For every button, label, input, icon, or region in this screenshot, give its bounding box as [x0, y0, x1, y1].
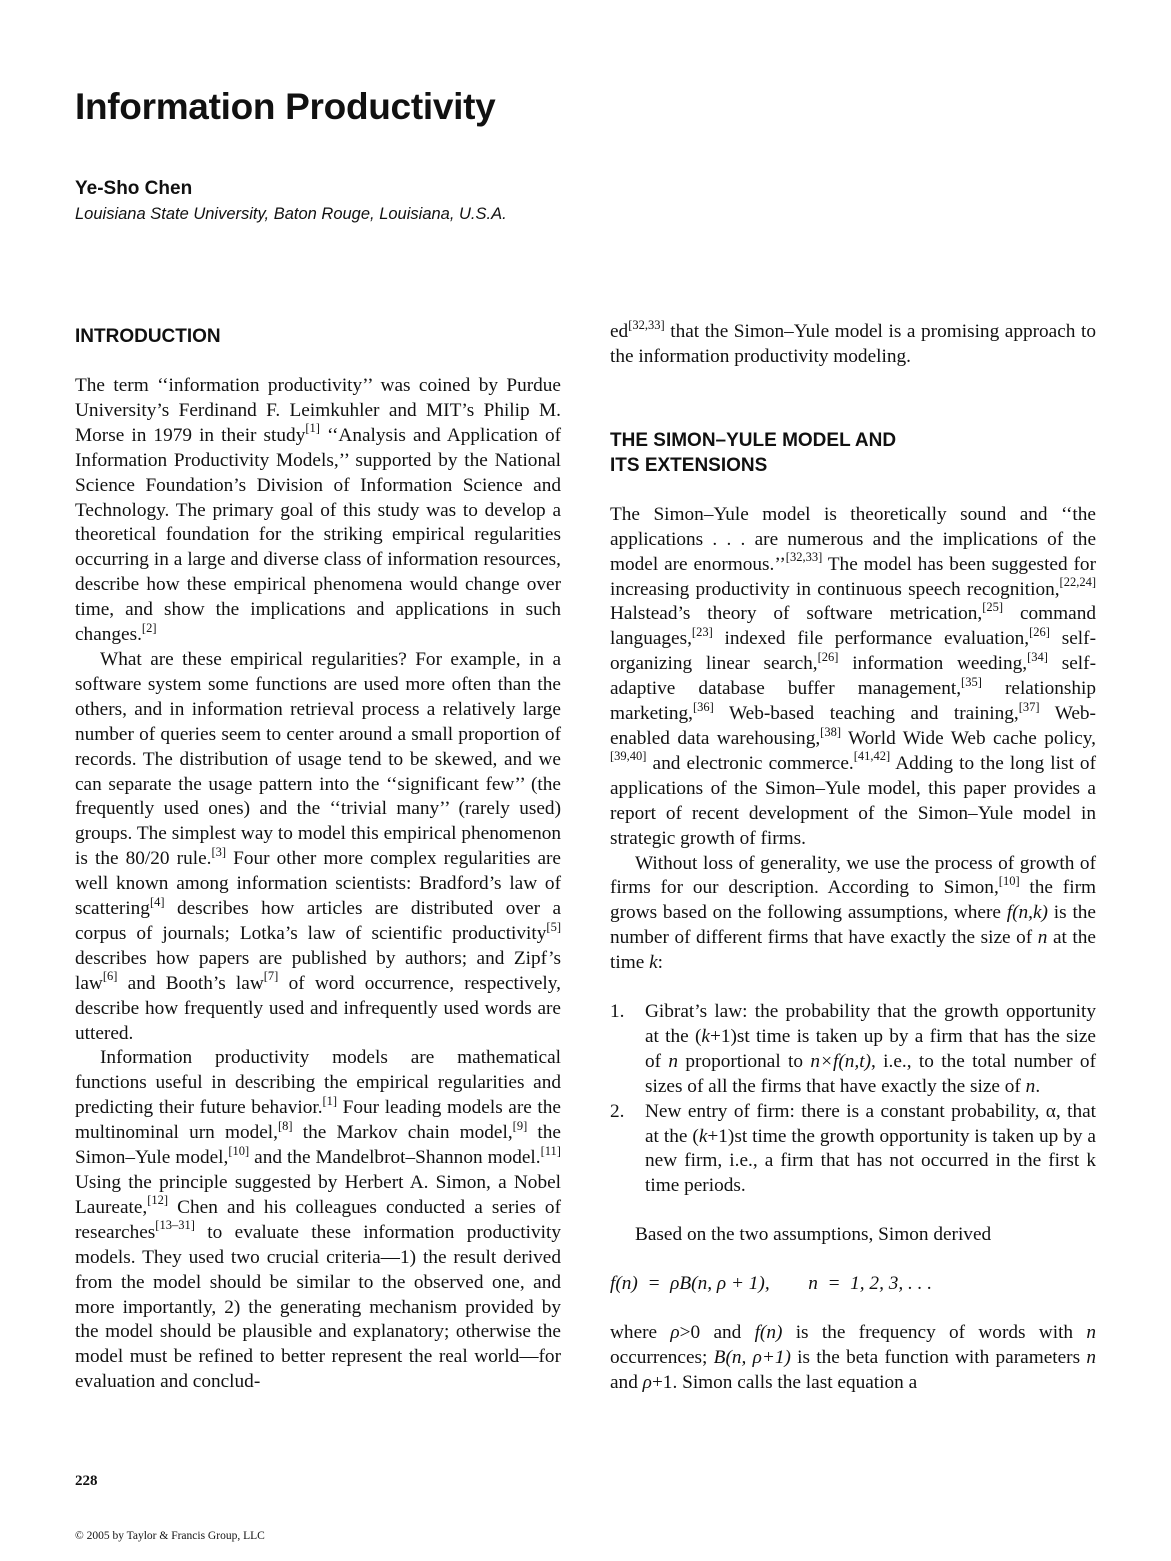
assumptions-list	[610, 1000, 1096, 1199]
math-var: f(n)	[754, 1322, 783, 1344]
intro-paragraph-2	[75, 648, 561, 1047]
list-number: 2.	[610, 1100, 625, 1122]
intro-paragraph-3	[75, 1046, 561, 1395]
heading-line-2: ITS EXTENSIONS	[610, 454, 768, 476]
citation-ref: [12]	[147, 1193, 169, 1208]
text-run: of word occurrence, respectively, describe how frequently used and infrequently used words are uttered.	[75, 972, 562, 1044]
citation-ref: [10]	[228, 1143, 250, 1158]
citation-ref: [9]	[512, 1118, 528, 1133]
citation-ref: [36]	[693, 699, 714, 714]
text-run: and electronic commerce.	[646, 752, 854, 774]
math-var: k	[649, 952, 658, 974]
citation-ref: [32,33]	[628, 317, 665, 332]
citation-ref: [11]	[540, 1143, 561, 1158]
heading-line-1: THE SIMON–YULE MODEL AND	[610, 429, 897, 451]
text-run: at the time	[610, 927, 1096, 974]
text-run: self-adaptive database buffer management,	[610, 653, 1096, 700]
text-run: Four leading models are the multinominal urn model,	[75, 1097, 561, 1144]
text-run: +1)st time is taken up by a firm that has the size of	[645, 1025, 1096, 1072]
text-run: Adding to the long list of applications of the Simon–Yule model, this paper provides a report of recent development of the Simon–Yule model in strategic growth of firms.	[610, 752, 1096, 849]
author-name: Ye-Sho Chen	[75, 178, 193, 199]
text-run: :	[657, 952, 664, 974]
text-run: that the Simon–Yule model is a promising approach to the information productivity modeling.	[610, 321, 1096, 367]
text-run: Web-based teaching and training,	[713, 703, 1019, 725]
intro-paragraph-1	[75, 374, 561, 648]
text-run: and the Mandelbrot–Shannon model.	[249, 1147, 541, 1169]
citation-ref: [7]	[263, 969, 279, 984]
text-run: Four other more complex regularities are well known among information scientists: Bradford’s law of scattering	[75, 848, 561, 920]
citation-ref: [35]	[961, 674, 982, 689]
math-var: ρ	[670, 1322, 680, 1344]
text-run: information weeding,	[838, 653, 1028, 675]
math-var: ρ	[642, 1371, 652, 1393]
math-var: n	[1086, 1347, 1096, 1368]
equation: f(n) = ρB(n, ρ + 1), n = 1, 2, 3, . . .	[610, 1273, 933, 1295]
citation-ref: [10]	[998, 873, 1020, 888]
citation-ref: [23]	[691, 624, 713, 639]
text-run: +1)st time the growth opportunity is taken up by a new firm, i.e., a firm that has not occurred in the first k time periods.	[645, 1125, 1096, 1197]
text-run: where	[610, 1322, 671, 1344]
citation-ref: [1]	[305, 421, 320, 436]
text-run: describes how papers are published by authors; and Zipf’s law	[75, 947, 561, 994]
text-run: the Markov chain model,	[292, 1122, 513, 1144]
text-run: , i.e., to the total number of sizes of all the firms that have exactly the size of	[645, 1050, 1096, 1097]
right-column	[610, 317, 1096, 1396]
section-heading-introduction: INTRODUCTION	[75, 326, 221, 347]
list-item	[610, 1000, 1096, 1100]
left-column	[75, 320, 561, 1395]
section-heading-simon-yule	[610, 428, 1096, 478]
math-var: k	[698, 1125, 708, 1147]
text-run: proportional to	[678, 1050, 811, 1072]
citation-ref: [2]	[141, 620, 157, 635]
math-var: n	[668, 1050, 679, 1072]
citation-ref: [34]	[1027, 649, 1048, 664]
text-run: ‘‘Analysis and Application of Information Productivity Models,’’ supported by the National Science Foundation’s Division of Information Science and Technology. The primary goal of this study was to develop a theoretical foundation for the striking empirical regularities occurring in a large and diverse class of information resources, describe how these empirical phenomena would change over time, and show the implications and applications in such changes.	[75, 424, 561, 646]
text-run: describes how articles are distributed over a corpus of journals; Lotka’s law of scientific productivity	[75, 898, 561, 944]
citation-ref: [13–31]	[155, 1218, 195, 1233]
text-run: The model has been suggested for increasing productivity in continuous speech recognition,	[610, 553, 1096, 600]
text-run: occurrences;	[610, 1347, 714, 1368]
page-number: 228	[75, 1473, 98, 1489]
math-var: n	[1025, 1075, 1036, 1097]
simon-yule-paragraph-1	[610, 503, 1096, 852]
math-var: B(n, ρ+1)	[713, 1347, 791, 1368]
citation-ref: [5]	[546, 919, 561, 934]
citation-ref: [38]	[820, 724, 841, 739]
math-var: n	[1037, 927, 1048, 949]
citation-ref: [22,24]	[1059, 575, 1096, 590]
text-run: Without loss of generality, we use the process of growth of firms for our description. According to Simon,	[610, 852, 1096, 899]
text-run: command languages,	[610, 603, 1096, 650]
text-run: .	[1035, 1075, 1041, 1097]
copyright-notice: © 2005 by Taylor & Francis Group, LLC	[75, 1530, 265, 1542]
continued-paragraph	[610, 317, 1096, 370]
text-run: is the number of different firms that have exactly the size of	[610, 902, 1096, 949]
math-var: k	[701, 1025, 710, 1047]
citation-ref: [6]	[102, 969, 118, 984]
text-run: >0 and	[679, 1322, 755, 1344]
text-run: Halstead’s theory of software metrication,	[610, 603, 983, 625]
text-run: The Simon–Yule model is theoretically sound and ‘‘the applications . . . are numerous and the implications of the model are enormous.’’	[610, 503, 1096, 575]
equation-explanation	[610, 1321, 1096, 1396]
math-var: n	[1086, 1322, 1096, 1344]
citation-ref: [39,40]	[610, 749, 647, 764]
text-run: to evaluate these information productivity models. They used two crucial criteria—1) the result derived from the model should be similar to the observed one, and more importantly, 2) the generating mechanism provided by the model should be plausible and explanatory; otherwise the model must be refined to better represent the real world—for evaluation and conclud-	[75, 1221, 561, 1393]
citation-ref: [41,42]	[853, 749, 891, 764]
text-run: self-organizing linear search,	[610, 628, 1096, 675]
text-run: Gibrat’s law: the probability that the growth opportunity at the (	[645, 1001, 1096, 1047]
citation-ref: [4]	[149, 894, 165, 909]
math-var: f(n,k)	[1006, 902, 1048, 924]
text-run: the Simon–Yule model,	[75, 1122, 561, 1169]
text-run: and	[610, 1371, 643, 1393]
citation-ref: [25]	[982, 600, 1004, 615]
text-run: Chen and his colleagues conducted a series of researches	[75, 1196, 561, 1243]
list-item	[610, 1100, 1096, 1200]
list-number: 1.	[610, 1001, 625, 1023]
citation-ref: [1]	[322, 1093, 338, 1108]
text-run: World Wide Web cache policy,	[840, 727, 1096, 749]
text-run: The term ‘‘information productivity’’ was coined by Purdue University’s Ferdinand F. Leimkuhler and MIT’s Philip M. Morse in 1979 in their study	[75, 375, 561, 446]
text-run: +1. Simon calls the last equation a	[651, 1371, 918, 1393]
text-run: New entry of firm: there is a constant probability, α, that at the (	[645, 1100, 1096, 1147]
simon-yule-paragraph-2	[610, 852, 1096, 977]
text-run: Web-enabled data warehousing,	[610, 703, 1096, 749]
citation-ref: [26]	[817, 649, 839, 664]
citation-ref: [32,33]	[785, 550, 823, 565]
text-run: relationship marketing,	[610, 678, 1096, 725]
math-var: n×f(n,t)	[810, 1050, 872, 1072]
author-affiliation: Louisiana State University, Baton Rouge, Louisiana, U.S.A.	[75, 205, 507, 223]
text-run: Using the principle suggested by Herbert A. Simon, a Nobel Laureate,	[75, 1172, 561, 1218]
citation-ref: [26]	[1029, 624, 1050, 639]
text-run: is the beta function with parameters	[790, 1347, 1087, 1368]
citation-ref: [8]	[277, 1118, 293, 1133]
text-run: the firm grows based on the following assumptions, where	[610, 877, 1096, 924]
text-run: ed	[610, 321, 629, 342]
text-run: What are these empirical regularities? For example, in a software system some functions are used more often than the others, and in information retrieval process a relatively large number of queries seem to center around a small proportion of records. The distribution of usage tend to be skewed, and we can separate the usage pattern into the ‘‘significant few’’ (the frequently used ones) and the ‘‘trivial many’’ (rarely used) groups. The simplest way to model this empirical phenomenon is the 80/20 rule.	[75, 648, 561, 870]
text-run: indexed file performance evaluation,	[712, 628, 1030, 650]
text-run: is the frequency of words with	[782, 1322, 1087, 1344]
simon-derived-line: Based on the two assumptions, Simon derived	[635, 1224, 992, 1246]
citation-ref: [3]	[211, 844, 227, 859]
citation-ref: [37]	[1018, 699, 1040, 714]
text-run: and Booth’s law	[117, 972, 264, 994]
text-run: Information productivity models are mathematical functions useful in describing the empirical regularities and predicting their future behavior.	[75, 1047, 561, 1119]
paper-title: Information Productivity	[75, 86, 496, 127]
